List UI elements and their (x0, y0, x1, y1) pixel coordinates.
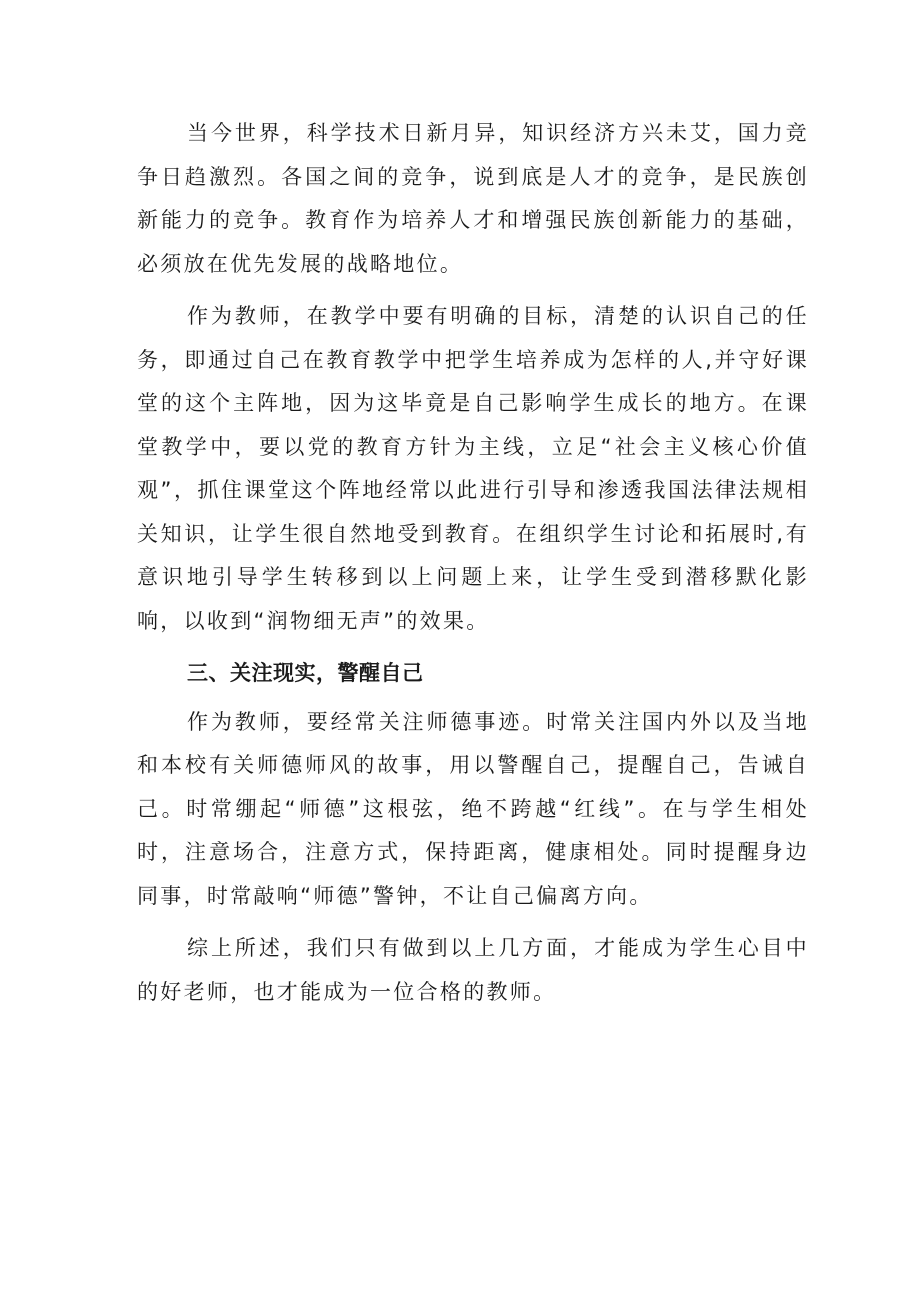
document-body (137, 112, 809, 1023)
section-heading: 三、关注现实，警醒自己 (187, 661, 424, 685)
paragraph-conclusion: 综上所述，我们只有做到以上几方面，才能成为学生心目中的好老师，也才能成为一位合格的教师。 (137, 936, 809, 1004)
paragraph-teacher-role: 作为教师，在教学中要有明确的目标，清楚的认识自己的任务，即通过自己在教育教学中把学生培养成为怎样的人,并守好课堂的这个主阵地，因为这毕竟是自己影响学生成长的地方。在课堂教学中，要以党的教育方针为主线，立足“社会主义核心价值观”，抓住课堂这个阵地经常以此进行引导和渗透我国法律法规相关知识，让学生很自然地受到教育。在组织学生讨论和拓展时,有意识地引导学生转移到以上问题上来，让学生受到潜移默化影响，以收到“润物细无声”的效果。 (137, 304, 809, 633)
paragraph-ethics: 作为教师，要经常关注师德事迹。时常关注国内外以及当地和本校有关师德师风的故事，用以警醒自己，提醒自己，告诫自己。时常绷起“师德”这根弦，绝不跨越“红线”。在与学生相处时，注意场合，注意方式，保持距离，健康相处。同时提醒身边同事，时常敲响“师德”警钟，不让自己偏离方向。 (137, 709, 809, 908)
paragraph-intro: 当今世界，科学技术日新月异，知识经济方兴未艾，国力竞争日趋激烈。各国之间的竞争，说到底是人才的竞争，是民族创新能力的竞争。教育作为培养人才和增强民族创新能力的基础，必须放在优先发展的战略地位。 (137, 121, 809, 276)
